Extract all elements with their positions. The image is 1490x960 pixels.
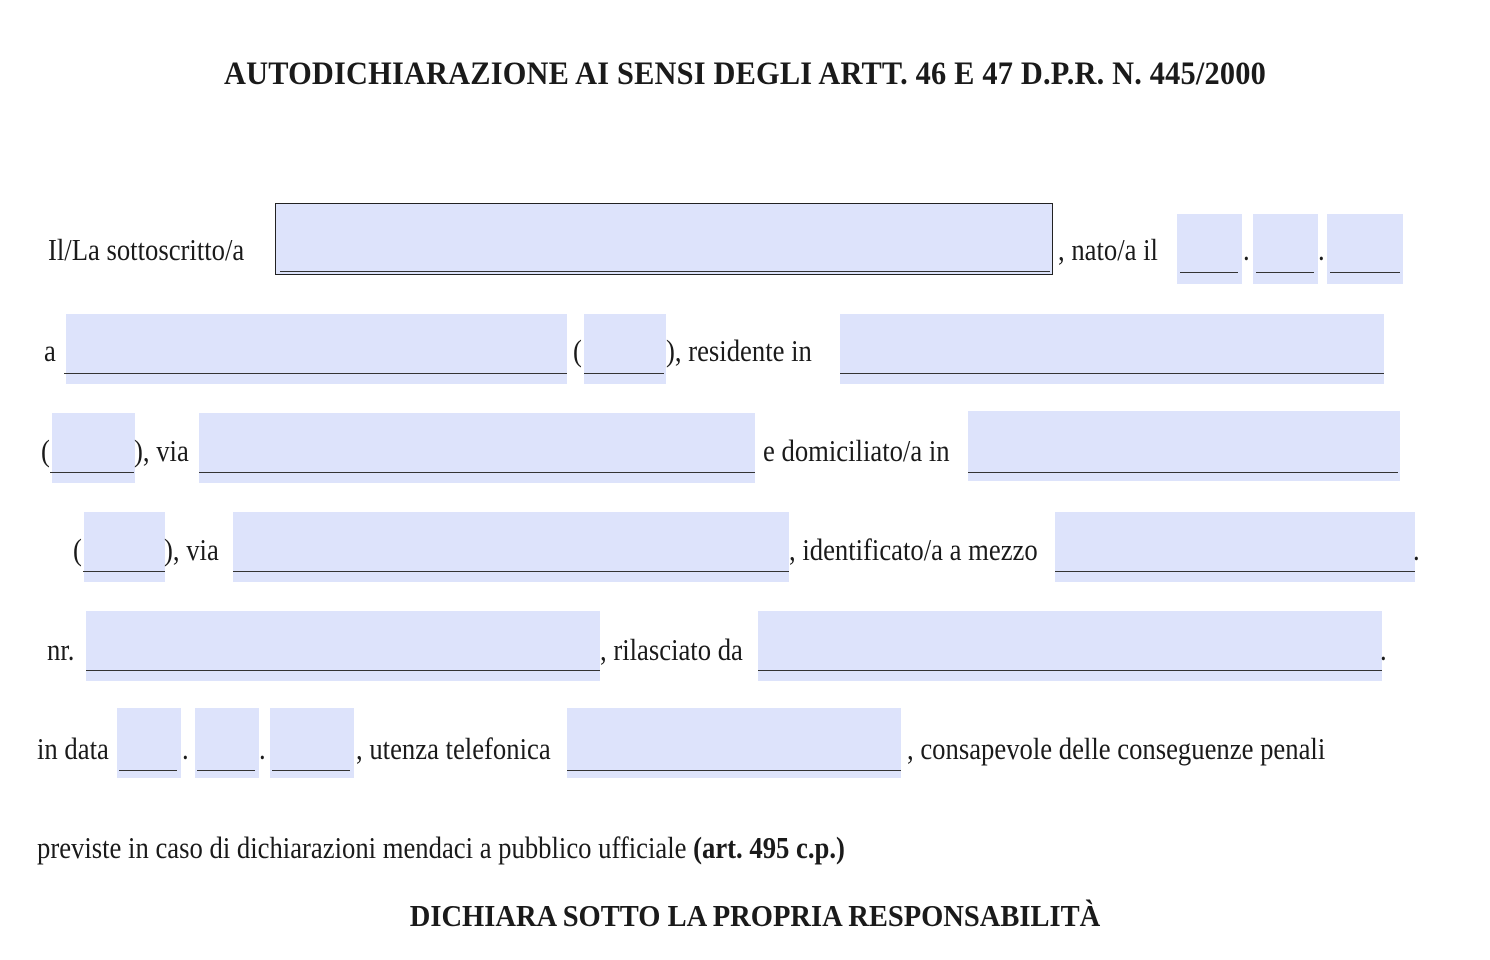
- label-residente-in: ), residente in: [666, 333, 812, 368]
- rilasciato-da-underline: [758, 670, 1382, 671]
- rilascio-mese-field[interactable]: [195, 708, 259, 778]
- nascita-anno-field[interactable]: [1327, 214, 1403, 284]
- nascita-giorno-field[interactable]: [1177, 214, 1242, 284]
- label-dot-2: .: [1318, 232, 1325, 267]
- telefono-field[interactable]: [567, 708, 901, 778]
- label-rilasciato-da: , rilasciato da: [600, 632, 743, 667]
- documento-underline: [1055, 571, 1415, 572]
- label-art-495: (art. 495 c.p.): [693, 830, 845, 865]
- via-residenza-underline: [199, 472, 755, 473]
- rilascio-giorno-input[interactable]: [117, 708, 181, 778]
- label-dot-3: .: [182, 731, 189, 766]
- rilascio-giorno-field[interactable]: [117, 708, 181, 778]
- luogo-nascita-underline: [64, 373, 567, 374]
- comune-domicilio-input[interactable]: [968, 411, 1400, 481]
- numero-documento-underline: [86, 670, 600, 671]
- nascita-giorno-underline: [1180, 272, 1238, 273]
- label-paren-1: (: [573, 333, 582, 368]
- label-nato-il: , nato/a il: [1058, 232, 1158, 267]
- nascita-mese-underline: [1256, 272, 1314, 273]
- provincia-residenza-underline: [50, 472, 134, 473]
- declaration-line: [37, 830, 845, 866]
- label-paren-3: (: [73, 532, 82, 567]
- nome-underline: [280, 271, 1050, 272]
- label-trailing-dot: .: [1413, 532, 1420, 567]
- telefono-underline: [567, 770, 901, 771]
- comune-residenza-underline: [840, 373, 1384, 374]
- label-consapevole: , consapevole delle conseguenze penali: [907, 731, 1326, 766]
- provincia-domicilio-underline: [83, 571, 165, 572]
- label-a: a: [44, 333, 56, 368]
- label-in-data: in data: [37, 731, 109, 766]
- nascita-mese-input[interactable]: [1253, 214, 1318, 284]
- closing-heading: DICHIARA SOTTO LA PROPRIA RESPONSABILITÀ: [409, 898, 1101, 933]
- via-domicilio-underline: [233, 571, 789, 572]
- telefono-input[interactable]: [567, 708, 901, 778]
- label-dot-4: .: [259, 731, 266, 766]
- document-title: AUTODICHIARAZIONE AI SENSI DEGLI ARTT. 46 E 47 D.P.R. N. 445/2000: [224, 56, 1266, 92]
- nome-input[interactable]: [276, 204, 1052, 274]
- rilascio-anno-field[interactable]: [270, 708, 354, 778]
- rilascio-mese-underline: [197, 770, 255, 771]
- label-utenza: , utenza telefonica: [356, 731, 551, 766]
- label-sottoscritto: Il/La sottoscritto/a: [48, 232, 245, 267]
- nascita-anno-underline: [1330, 272, 1400, 273]
- nascita-mese-field[interactable]: [1253, 214, 1318, 284]
- label-nr: nr.: [47, 632, 75, 667]
- label-paren-2: (: [41, 433, 50, 468]
- label-trailing-dot-2: .: [1380, 632, 1387, 667]
- rilascio-mese-input[interactable]: [195, 708, 259, 778]
- rilascio-anno-input[interactable]: [270, 708, 354, 778]
- label-dot-1: .: [1243, 232, 1250, 267]
- rilascio-giorno-underline: [119, 770, 177, 771]
- provincia-nascita-underline: [584, 373, 664, 374]
- label-via-2: ), via: [164, 532, 219, 567]
- rilascio-anno-underline: [272, 770, 350, 771]
- comune-domicilio-underline: [968, 472, 1398, 473]
- label-previste: previste in caso di dichiarazioni mendaci a pubblico ufficiale: [37, 830, 687, 865]
- nome-field[interactable]: [275, 203, 1053, 275]
- label-domiciliato-in: e domiciliato/a in: [763, 433, 950, 468]
- label-identificato: , identificato/a a mezzo: [789, 532, 1038, 567]
- comune-domicilio-field[interactable]: [968, 411, 1400, 481]
- nascita-giorno-input[interactable]: [1177, 214, 1242, 284]
- nascita-anno-input[interactable]: [1327, 214, 1403, 284]
- label-via-1: ), via: [134, 433, 189, 468]
